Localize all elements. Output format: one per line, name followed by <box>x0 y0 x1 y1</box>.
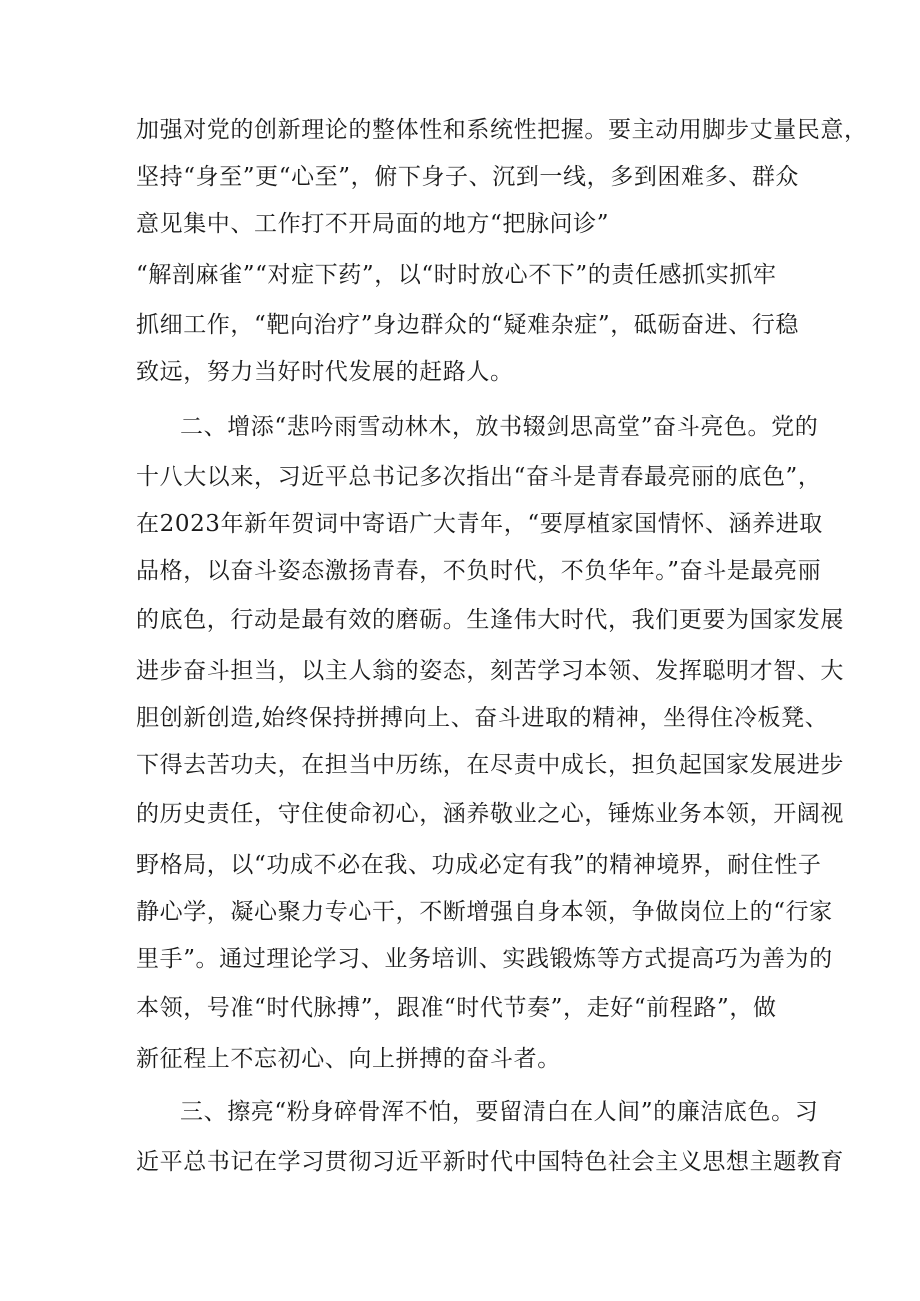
paragraph-line: 十八大以来，习近平总书记多次指出“奋斗是青春最亮丽的底色”， <box>136 464 822 490</box>
paragraph-line: 近平总书记在学习贯彻习近平新时代中国特色社会主义思想主题教育 <box>136 1149 844 1175</box>
paragraph-line: 抓细工作，“靶向治疗”身边群众的“疑难杂症”，砥砺奋进、行稳 <box>136 312 800 338</box>
paragraph-line: 的历史责任，守住使命初心，涵养敬业之心，锤炼业务本领，开阔视 <box>136 801 844 827</box>
paragraph-line: 静心学，凝心聚力专心干，不断增强自身本领，争做岗位上的“行家 <box>136 899 833 925</box>
paragraph-line: 三、擦亮“粉身碎骨浑不怕，要留清白在人间”的廉洁底色。习 <box>180 1099 819 1125</box>
paragraph-line: 二、增添“悲吟雨雪动林木，放书辍剑思高堂”奋斗亮色。党的 <box>180 414 819 440</box>
paragraph-line: 意见集中、工作打不开局面的地方“把脉问诊” <box>136 211 610 237</box>
paragraph-line: 本领，号准“时代脉搏”，跟准“时代节奏”，走好“前程路”，做 <box>136 995 777 1021</box>
paragraph-line: 加强对党的创新理论的整体性和系统性把握。要主动用脚步丈量民意， <box>136 117 868 143</box>
paragraph-line: 进步奋斗担当，以主人翁的姿态，刻苦学习本领、发挥聪明才智、大 <box>136 658 844 684</box>
paragraph-line: 野格局，以“功成不必在我、功成必定有我”的精神境界，耐住性子 <box>136 852 822 878</box>
paragraph-line: 在2023年新年贺词中寄语广大青年，“要厚植家国情怀、涵养进取 <box>136 511 823 537</box>
paragraph-line: 里手”。通过理论学习、业务培训、实践锻炼等方式提高巧为善为的 <box>136 946 833 972</box>
paragraph-line: 的底色，行动是最有效的磨砺。生逢伟大时代，我们更要为国家发展 <box>136 607 844 633</box>
paragraph-line: 品格，以奋斗姿态激扬青春，不负时代，不负华年。”奋斗是最亮丽 <box>136 558 822 584</box>
paragraph-line: 坚持“身至”更“心至”，俯下身子、沉到一线，多到困难多、群众 <box>136 164 800 190</box>
paragraph-line: 致远，努力当好时代发展的赶路人。 <box>136 359 514 385</box>
paragraph-line: 新征程上不忘初心、向上拼搏的奋斗者。 <box>136 1046 561 1072</box>
paragraph-line: 胆创新创造,始终保持拼搏向上、奋斗进取的精神，坐得住冷板凳、 <box>136 705 829 731</box>
paragraph-line: 下得去苦功夫，在担当中历练，在尽责中成长，担负起国家发展进步 <box>136 752 844 778</box>
paragraph-line: “解剖麻雀”“对症下药”，以“时时放心不下”的责任感抓实抓牢 <box>136 262 777 288</box>
